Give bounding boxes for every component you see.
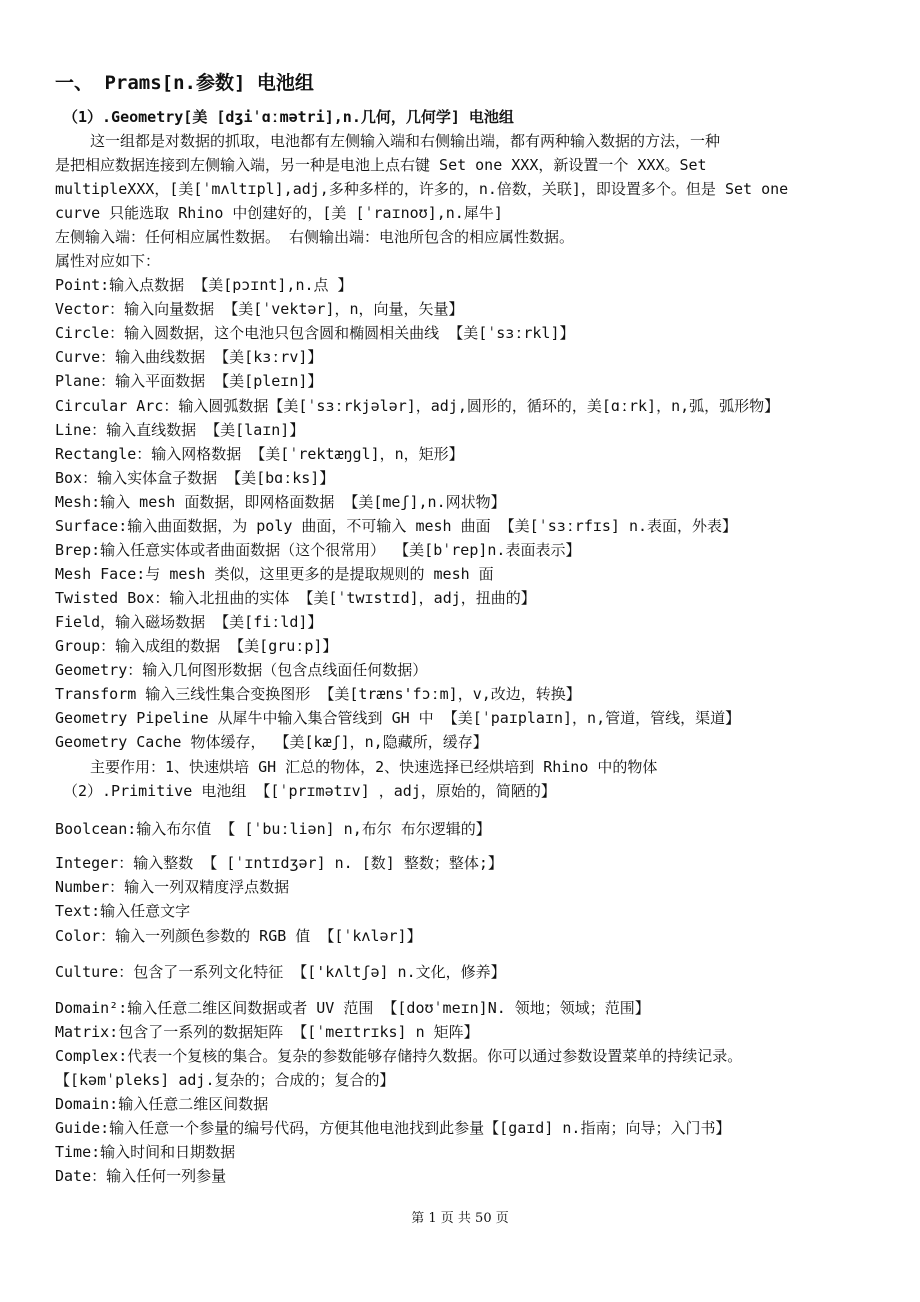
intro-line-3: multipleXXX，[美[ˈmʌltɪpl],adj,多种多样的，许多的，n.倍数，关联]，即设置多个。但是 Set one	[55, 180, 789, 198]
list-item: Text:输入任意文字	[55, 902, 191, 920]
intro-line-4: curve 只能选取 Rhino 中创建好的，[美 [ˈraɪnoʊ],n.犀牛]	[55, 204, 503, 222]
io-description: 左侧输入端：任何相应属性数据。 右侧输出端：电池所包含的相应属性数据。	[55, 228, 575, 246]
list-item: Date：输入任何一列参量	[55, 1167, 227, 1185]
section-primitive-title: （2）.Primitive 电池组 【[ˈprɪmətɪv] ，adj，原始的，简陋的】	[63, 782, 556, 800]
list-item: Twisted Box：输入北扭曲的实体 【美[ˈtwɪstɪd]，adj，扭曲的】	[55, 589, 536, 607]
list-item: Curve：输入曲线数据 【美[kɜːrv]】	[55, 348, 323, 366]
heading-prams: 一、 Prams[n.参数] 电池组	[55, 72, 314, 94]
list-item: Geometry Cache 物体缓存， 【美[kæʃ]，n,隐藏所，缓存】	[55, 733, 488, 751]
list-item: Mesh Face:与 mesh 类似，这里更多的是提取规则的 mesh 面	[55, 565, 494, 583]
intro-line-1: 这一组都是对数据的抓取，电池都有左侧输入端和右侧输出端，都有两种输入数据的方法，一种	[90, 132, 721, 150]
section-geometry-title: （1）.Geometry[美 [dʒiˈɑːmətri],n.几何，几何学] 电池组	[63, 108, 514, 126]
list-item: Plane：输入平面数据 【美[pleɪn]】	[55, 372, 323, 390]
list-item: Point:输入点数据 【美[pɔɪnt],n.点 】	[55, 276, 353, 294]
list-item: Number：输入一列双精度浮点数据	[55, 878, 290, 896]
main-use-note: 主要作用：1、快速烘培 GH 汇总的物体，2、快速选择已经烘培到 Rhino 中的物体	[90, 758, 658, 776]
intro-line-2: 是把相应数据连接到左侧输入端，另一种是电池上点右键 Set one XXX，新设置一个 XXX。Set	[55, 156, 707, 174]
list-item: Circular Arc：输入圆弧数据【美[ˈsɜːrkjələr]，adj,圆形的，循环的，美[ɑːrk]，n,弧，弧形物】	[55, 397, 780, 415]
list-item: Box：输入实体盒子数据 【美[bɑːks]】	[55, 469, 335, 487]
list-item: Field，输入磁场数据 【美[fiːld]】	[55, 613, 323, 631]
list-item: Geometry Pipeline 从犀牛中输入集合管线到 GH 中 【美[ˈpaɪplaɪn]，n,管道，管线，渠道】	[55, 709, 741, 727]
list-item: Circle：输入圆数据，这个电池只包含圆和椭圆相关曲线 【美[ˈsɜːrkl]】	[55, 324, 575, 342]
list-item: Domain:输入任意二维区间数据	[55, 1095, 269, 1113]
list-item: Domain²:输入任意二维区间数据或者 UV 范围 【[doʊˈmeɪn]N. 领地；领域；范围】	[55, 999, 650, 1017]
list-item: Guide:输入任意一个参量的编号代码，方便其他电池找到此参量【[gaɪd] n.指南；向导；入门书】	[55, 1119, 731, 1137]
list-item: Line：输入直线数据 【美[laɪn]】	[55, 421, 305, 439]
list-item: Integer：输入整数 【 [ˈɪntɪdʒər] n. [数] 整数；整体;】	[55, 854, 503, 872]
list-item: Matrix:包含了一系列的数据矩阵 【[ˈmeɪtrɪks] n 矩阵】	[55, 1023, 479, 1041]
list-item: Transform 输入三线性集合变换图形 【美[træns'fɔːm]，v,改边，转换】	[55, 685, 581, 703]
list-item: Brep:输入任意实体或者曲面数据（这个很常用） 【美[bˈrep]n.表面表示】	[55, 541, 581, 559]
list-item: 【[kəmˈpleks] adj.复杂的；合成的；复合的】	[55, 1071, 395, 1089]
attribute-heading: 属性对应如下：	[55, 252, 161, 270]
list-item: Vector：输入向量数据 【美[ˈvektər]，n，向量，矢量】	[55, 300, 464, 318]
page-footer: 第 1 页 共 50 页	[411, 1211, 509, 1226]
list-item: Mesh:输入 mesh 面数据，即网格面数据 【美[meʃ],n.网状物】	[55, 493, 506, 511]
list-item: Geometry：输入几何图形数据（包含点线面任何数据）	[55, 661, 428, 679]
list-item: Culture：包含了一系列文化特征 【['kʌltʃə] n.文化，修养】	[55, 963, 506, 981]
list-item: Rectangle：输入网格数据 【美[ˈrektæŋgl]，n，矩形】	[55, 445, 464, 463]
list-item: Complex:代表一个复核的集合。复杂的参数能够存储持久数据。你可以通过参数设置菜单的持续记录。	[55, 1047, 743, 1065]
list-item: Time:输入时间和日期数据	[55, 1143, 236, 1161]
list-item: Group：输入成组的数据 【美[gruːp]】	[55, 637, 338, 655]
list-item: Surface:输入曲面数据，为 poly 曲面，不可输入 mesh 曲面 【美[ˈsɜːrfɪs] n.表面，外表】	[55, 517, 738, 535]
list-item: Color：输入一列颜色参数的 RGB 值 【[ˈkʌlər]】	[55, 927, 422, 945]
list-item: Boolcean:输入布尔值 【 [ˈbuːliən] n,布尔 布尔逻辑的】	[55, 820, 491, 838]
